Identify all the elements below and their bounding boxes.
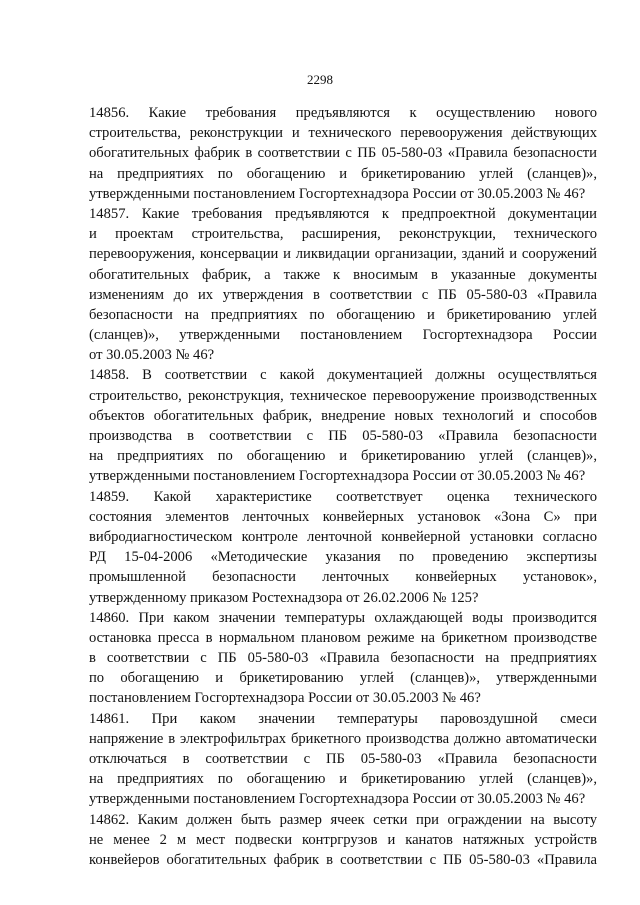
text-line: производства в соответствии с ПБ 05-580-03 «Правила безопасности [89, 428, 597, 444]
text-line: в соответствии с ПБ 05-580-03 «Правила безопасности на предприятиях [89, 650, 597, 667]
text-line: и проектам строительства, расширения, реконструкции, технического [89, 226, 597, 243]
text-line: на предприятиях по обогащению и брикетированию углей (сланцев)», [89, 165, 597, 182]
question-14859 [89, 487, 597, 608]
text-line: состояния элементов ленточных конвейерных установок «Зона С» при [89, 508, 597, 525]
text-line: обогатительных фабрик, а также к вносимым в указанные документы [89, 266, 597, 283]
text-line: обогатительных фабрик в соответствии с ПБ 05-580-03 «Правила безопасности [89, 145, 597, 162]
text-line: 14861. При каком значении температуры паровоздушной смеси [89, 710, 597, 727]
text-line: утвержденными постановлением Госгортехнадзора России от 30.05.2003 № 46? [89, 791, 586, 808]
text-line: на предприятиях по обогащению и брикетированию углей (сланцев)», [89, 771, 597, 788]
text-line: РД 15-04-2006 «Методические указания по проведению экспертизы [89, 549, 597, 566]
text-line: конвейеров обогатительных фабрик в соответствии с ПБ 05-580-03 «Правила [89, 851, 597, 868]
text-line: отключаться в соответствии с ПБ 05-580-03 «Правила безопасности [89, 751, 597, 767]
text-line: изменениям до их утверждения в соответствии с ПБ 05-580-03 «Правила [89, 286, 597, 303]
text-line: 14857. Какие требования предъявляются к предпроектной документации [89, 205, 597, 222]
text-line: безопасности на предприятиях по обогащению и брикетированию углей [89, 306, 597, 323]
text-line: промышленной безопасности ленточных конвейерных установок», [89, 569, 597, 586]
question-14858 [89, 365, 597, 486]
text-line: 14858. В соответствии с какой документацией должны осуществляться [89, 367, 597, 384]
text-line: утвержденными постановлением Госгортехнадзора России от 30.05.2003 № 46? [89, 468, 586, 485]
text-line: 14860. При каком значении температуры охлаждающей воды производится [89, 609, 597, 626]
text-line: утвержденному приказом Ростехнадзора от 26.02.2006 № 125? [89, 589, 479, 606]
text-line: по обогащению и брикетированию углей (сланцев)», утвержденными [89, 670, 597, 687]
document-body [89, 103, 597, 870]
text-line: объектов обогатительных фабрик, внедрение новых технологий и способов [89, 407, 597, 424]
text-line: (сланцев)», утвержденными постановлением Госгортехнадзора России [89, 327, 597, 344]
text-line: остановка пресса в нормальном плановом режиме на брикетном производстве [89, 629, 597, 646]
text-line: постановлением Госгортехнадзора России от 30.05.2003 № 46? [89, 690, 481, 707]
question-14860 [89, 608, 597, 709]
text-line: 14862. Каким должен быть размер ячеек сетки при ограждении на высоту [89, 811, 597, 828]
text-line: перевооружения, консервации и ликвидации организации, зданий и сооружений [89, 246, 597, 263]
text-line: 14856. Какие требования предъявляются к осуществлению нового [89, 105, 597, 121]
question-14862 [89, 810, 597, 871]
text-line: строительство, реконструкция, техническое перевооружение производственных [89, 387, 597, 404]
text-line: напряжение в электрофильтрах брикетного производства должно автоматически [89, 730, 597, 747]
question-14856 [89, 103, 597, 204]
text-line: не менее 2 м мест подвески контргрузов и канатов натяжных устройств [89, 831, 597, 848]
question-14857 [89, 204, 597, 366]
question-14861 [89, 709, 597, 810]
text-line: вибродиагностическом контроле ленточной конвейерной установки согласно [89, 528, 597, 545]
text-line: утвержденными постановлением Госгортехнадзора России от 30.05.2003 № 46? [89, 185, 586, 202]
page-number: 2298 [307, 72, 333, 87]
text-line: строительства, реконструкции и технического перевооружения действующих [89, 125, 597, 142]
text-line: на предприятиях по обогащению и брикетированию углей (сланцев)», [89, 448, 597, 465]
text-line: от 30.05.2003 № 46? [89, 347, 215, 364]
text-line: 14859. Какой характеристике соответствует оценка технического [89, 488, 597, 505]
